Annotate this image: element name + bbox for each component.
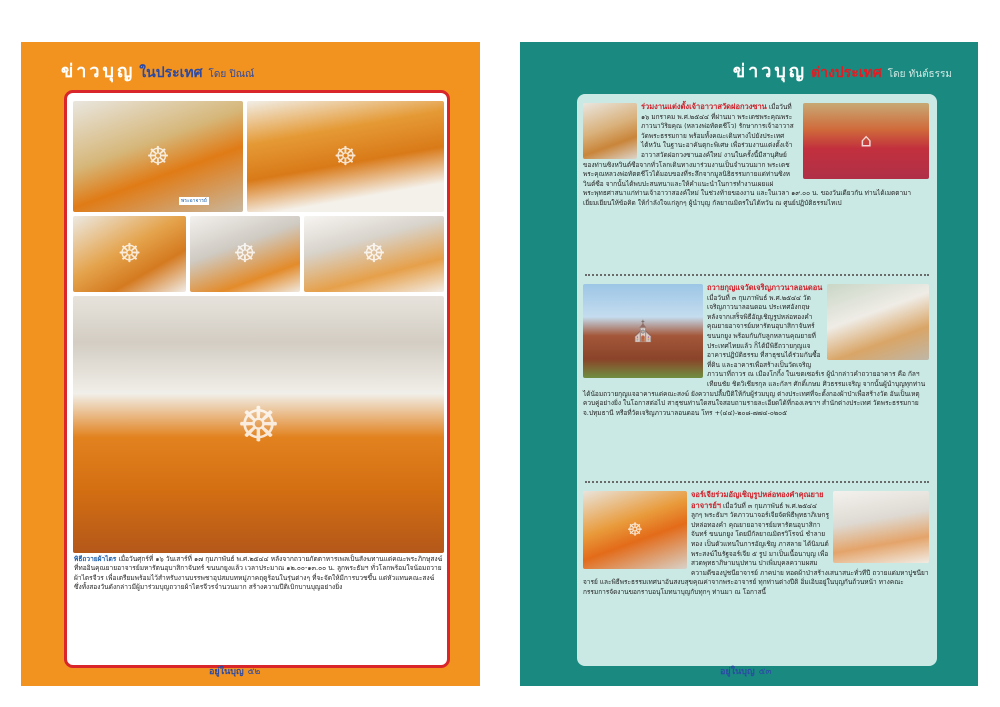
photo-sign-label: พระอาจารย์ [181, 198, 207, 204]
article-london-title: ถวายกุญแจวัดเจริญภาวนาลอนดอน [707, 283, 823, 292]
right-header [733, 56, 952, 85]
photo-london-church: ⛪ [583, 284, 703, 378]
left-brand-title: ข่าวบุญ [61, 61, 136, 82]
right-brand-title: ข่าวบุญ [732, 61, 808, 82]
photo-georgia-monks: ☸ [583, 491, 687, 569]
photo-people-praying: ☸ [304, 216, 444, 292]
article-taiwan [583, 102, 929, 209]
photo-monks-receiving-robes: ☸ [73, 101, 243, 212]
left-byline: โดย ปิณณ์ [208, 69, 255, 80]
left-caption [74, 555, 444, 593]
left-footer [209, 664, 260, 678]
left-section-title: ในประเทศ [139, 65, 203, 81]
photo-robe-ceremony-hall: ☸ [73, 296, 444, 553]
page-number: ๕๓ [758, 667, 772, 677]
footer-logo: อยู่ในบุญ [209, 667, 244, 677]
article-london-body: เมื่อวันที่ ๓ กุมภาพันธ์ พ.ศ.๒๕๔๔ วัดเจริญภาวนาลอนดอน ประเทศอังกฤษ หลังจากเสร็จพิธีอัญเชิญรูปหล่อทองคำ คุณยายอาจารย์มหารัตนอุบาสิกาจันทร์ ขนนกยูง พร้อมกันกับลูกหลานคุณยายที่ประเทศไทยแล้ว ก็ได้มีพิธีถวายกุญแจอาคารปฏิบัติธรรม ที่สาธุชนได้ร่วมกันซื้อที่ดิน และอาคารเพื่อสร้างเป็นวัดเจริญภาวนาที่ถาวร ณ เมืองโกกิ้ง ในเขตเซอร์เร ผู้นำกล่าวคำถวายอาคาร คือ กัลฯ เทียนชัย ชิดวิเชียรกุล และกัลฯ ศักดิ์เกษม ศิวธรรมเจริญ จากนั้นผู้นำบุญทุกท่านได้น้อมถวายกุญแจอาคารแด่คณะสงฆ์ ยังความปลื้มปีติให้กับผู้ร่วมบุญ ต่างประเทศที่จะตั้งกองผ้าป่าเพื่อสร้างวัด อันเป็นเหตุควบคู่อย่างยิ่ง ในโอกาสต่อไป สาธุชนท่านใดสนใจสอบถามรายละเอียดได้ที่กองเลขาฯ สำนักต่างประเทศ วัดพระธรรมกาย จ.ปทุมธานี หรือที่วัดเจริญภาวนาลอนดอน โทร +(๔๔)-๒๐๘-๗๗๔-๐๒๐๕ [583, 293, 926, 417]
caption-body: เมื่อวันศุกร์ที่ ๑๖ วันเสาร์ที่ ๑๗ กุมภาพันธ์ พ.ศ.๒๕๔๔ หลังจากถวายภัตตาหารเพลเป็นสังฆทานแด่คณะพระภิกษุสงฆ์ที่ทออินคุณยายอาจารย์มหารัตนอุบาสิกาจันทร์ ขนนกยูงแล้ว เวลาประมาณ ๑๒.๐๐-๑๓.๐๐ น. ลูกพระธัมฯ ทั่วโลกพร้อมใจน้อมถวายผ้าไตรจีวร เพื่อเตรียมพร้อมไว้สำหรับงานบรรพชาอุปสมบทหมู่ภาคฤดูร้อนในรุ่นต่างๆ ที่จะจัดให้มีการบวชขึ้น แด่หัวแทนคณะสงฆ์ ซึ่งทั้งสองวันดังกล่าวมีผู้มาร่วมบุญถวายผ้าไตรจีวรจำนวนมาก สร้างความปีติเบิกบานบุญอย่างยิ่ง [74, 555, 443, 592]
caption-title: พิธีถวายผ้าไตร [74, 555, 117, 563]
photo-taiwan-temple: ⌂ [803, 103, 929, 179]
right-footer [720, 664, 772, 678]
left-page [21, 42, 480, 686]
right-page [520, 42, 978, 686]
footer-logo: อยู่ในบุญ [720, 667, 755, 677]
article-georgia-body: เมื่อวันที่ ๓ กุมภาพันธ์ พ.ศ.๒๕๔๔ ลูกๆ พระธัมฯ วัดภาวนาจอร์เจียจัดพิธีพุทธาภิเษกรูปหล่อทองคำ คุณยายอาจารย์มหารัตนอุบาสิกาจันทร์ ขนนกยูง โดยมีกัลยาณมิตรวิโรจน์ ชำลายทอง เป็นตัวแทนในการอัญเชิญ ภาสลาย ได้นิมนต์พระสงฆ์ในรัฐจอร์เจีย ๕ รูป มาเป็นเนื้อนาบุญ เพื่อสวดพุทธาภิษามนุปทาน ปาเพิ่มบุคลความผสมความดีของปูชนียาจารย์ ภาคบ่าย ทอดผ้าป่าสร้างเสนาสนะทั่วทีปี ถวายแด่มหาปูชนียาจารย์ และพิธีพระธรรมเทศนาอันสงบสุขคุณค่าจากพระอาจารย์ ทุกท่านต่างปีติ อิ่มเอิบอยู่ในบุญกันถ้วนหน้า ทางคณะกรรมการจัดงานขอกราบอนุโมทนาบุญกับทุกๆ ท่านมา ณ โอกาสนี้ [583, 501, 929, 596]
right-content-panel [577, 94, 937, 666]
divider-dotted-2 [585, 481, 929, 483]
article-taiwan-title: ร่วมงานแต่งตั้งเจ้าอาวาสวัดฝอกวงซาน [641, 102, 767, 111]
photo-robe-offering-crowd: ☸ [247, 101, 444, 212]
photo-offering-table: ☸ [190, 216, 300, 292]
page-number: ๕๒ [247, 667, 261, 677]
right-section-title: ต่างประเทศ [811, 65, 882, 81]
article-taiwan-body: เมื่อวันที่ ๑๖ มกราคม พ.ศ.๒๕๔๔ ที่ผ่านมา พระเดชพระคุณพระภาวนาวิริยคุณ (หลวงพ่อทัตตชีโว) รักษาการเจ้าอาวาสวัดพระธรรมกาย พร้อมทั้งคณะเดินทางไปยังประเทศไต้หวัน ในฐานะอาคันตุกะพิเศษ เพื่อร่วมงานแต่งตั้งเจ้าอาวาสวัดฝอกวงซานองค์ใหม่ งานในครั้งนี้มีสานุศิษย์ของท่านซิงหวินต์ซือจากทั่วโลกเดินทางมาร่วมงานเป็นจำนวนมาก พระเดชพระคุณหลวงพ่อทัตตชีโวได้มอบของที่ระลึกจากมูลนิธิธรรมกายแด่ท่านซิงหวินต์ซือ จากนั้นได้พบปะสนทนาและให้คำแนะนำในการทำงานเผยแผ่พระพุทธศาสนาแก่ท่านเจ้าอาวาสองค์ใหม่ ในช่วงท้ายของงาน และในเวลา ๑๙.๐๐ น. ของวันเดียวกัน ท่านได้เมตตามาเยี่ยมเยียนให้ข้อคิด ให้กำลังใจแก่ลูกๆ ผู้นำบุญ กัลยาณมิตรในไต้หวัน ณ ศูนย์ปฏิบัติธรรมไทเป [583, 103, 912, 207]
divider-dotted-1 [585, 274, 929, 276]
right-byline: โดย ทันต์ธรรม [887, 69, 952, 80]
article-georgia [583, 490, 929, 598]
article-georgia-title: จอร์เจียร่วมอัญเชิญรูปหล่อทองคำคุณยายอาจารย์ฯ [691, 490, 824, 510]
article-london [583, 283, 929, 418]
photo-lay-women-offering: ☸ [73, 216, 186, 292]
left-header [61, 56, 254, 85]
left-content-panel [64, 90, 450, 668]
